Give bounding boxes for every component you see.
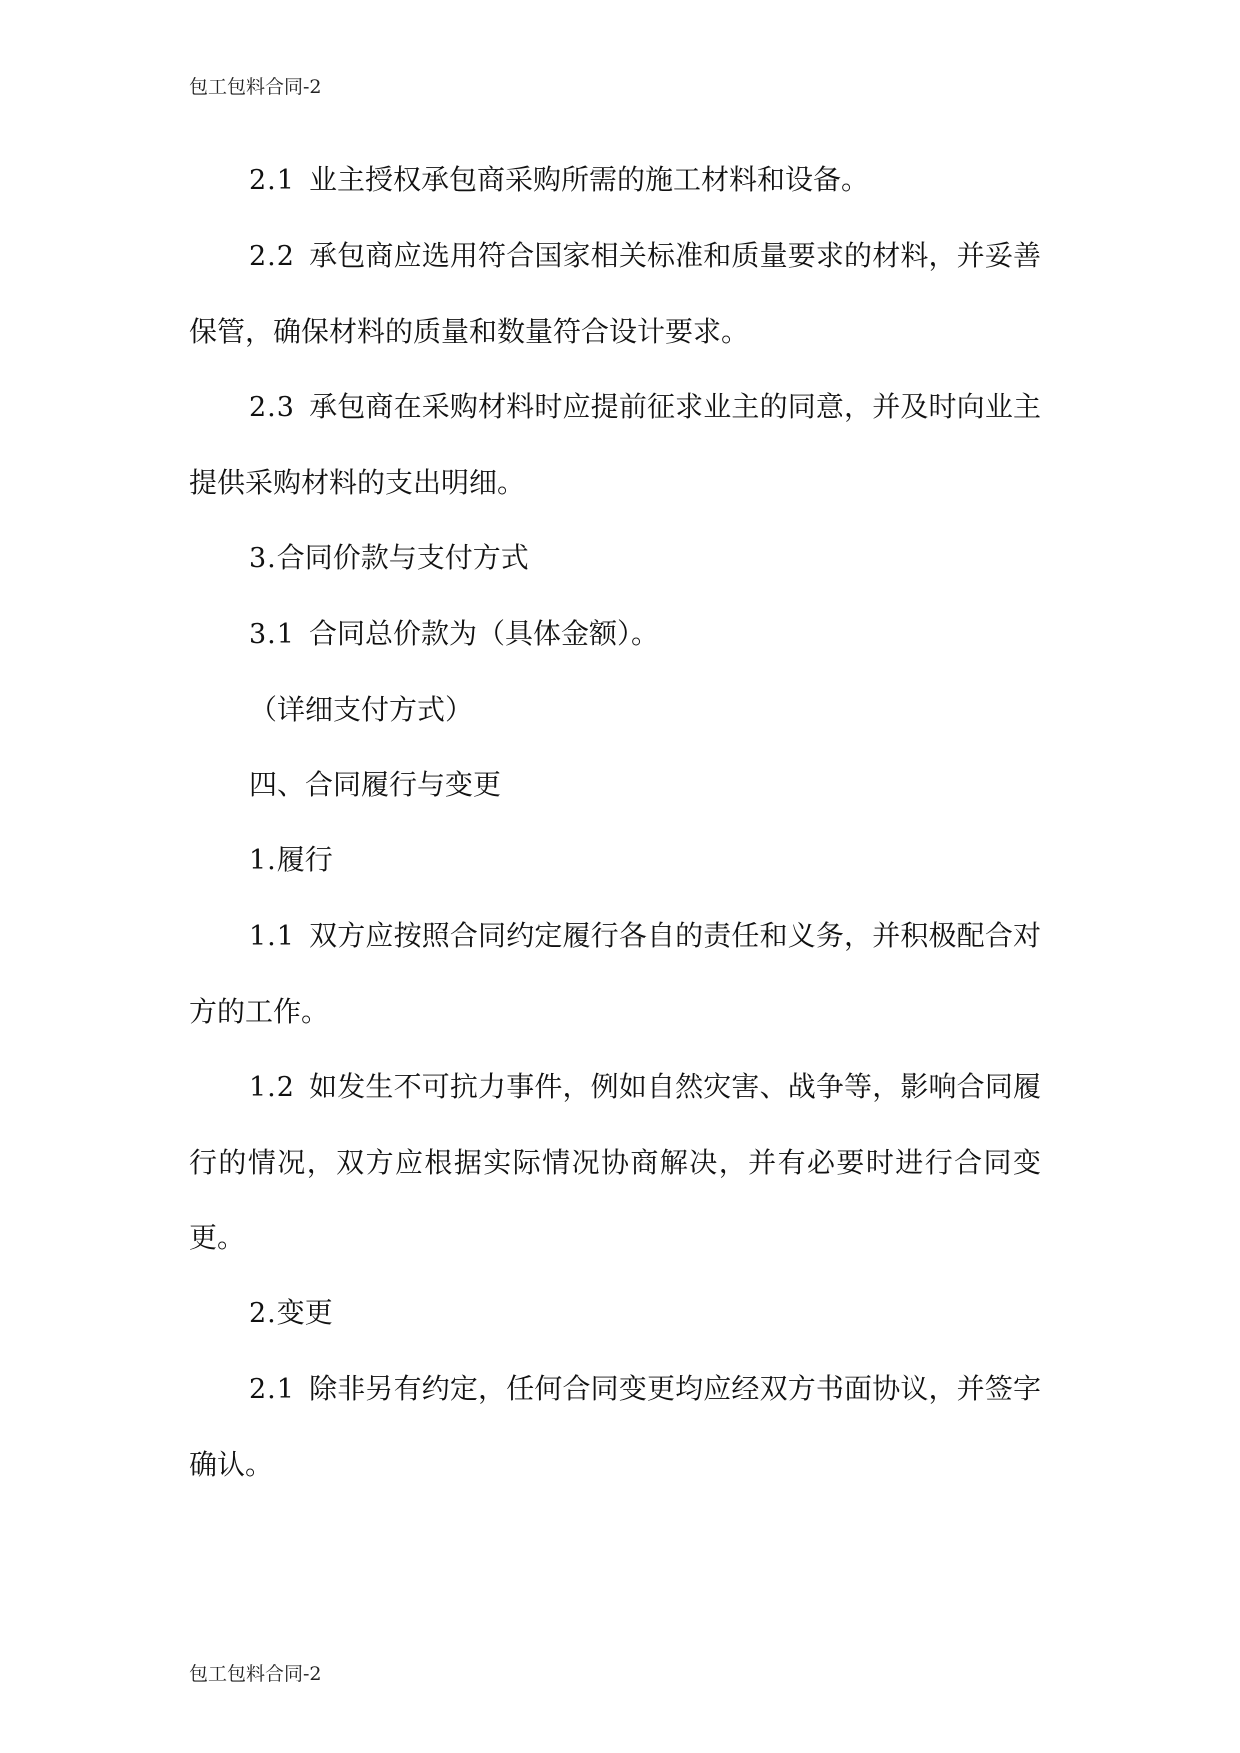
clause-text: （详细支付方式） bbox=[249, 693, 474, 726]
clause-1-2 bbox=[189, 1049, 1041, 1275]
clause-number: 1.1 bbox=[249, 921, 295, 952]
clause-text: 合同价款与支付方式 bbox=[276, 541, 529, 574]
clause-number: 1. bbox=[249, 845, 277, 876]
clause-2-2 bbox=[189, 218, 1041, 369]
section-1-heading bbox=[189, 822, 1041, 898]
clause-number: 2.3 bbox=[249, 392, 295, 423]
clause-1-1 bbox=[189, 898, 1041, 1049]
clause-text: 变更 bbox=[276, 1296, 333, 1329]
clause-text: 除非另有约定，任何合同变更均应经双方书面协议，并签字确认。 bbox=[189, 1372, 1041, 1481]
clause-2-3 bbox=[189, 369, 1041, 520]
clause-number: 3. bbox=[249, 543, 277, 574]
clause-text: 双方应按照合同约定履行各自的责任和义务，并积极配合对方的工作。 bbox=[189, 919, 1041, 1028]
clause-number: 2.1 bbox=[249, 1374, 295, 1405]
clause-text: 如发生不可抗力事件，例如自然灾害、战争等，影响合同履行的情况，双方应根据实际情况协商解决，并有必要时进行合同变更。 bbox=[189, 1070, 1041, 1254]
page-header: 包工包料合同-2 bbox=[189, 76, 322, 98]
chapter-4-heading bbox=[189, 747, 1041, 822]
clause-number: 2.1 bbox=[249, 165, 295, 196]
page-footer: 包工包料合同-2 bbox=[189, 1663, 322, 1685]
payment-method-placeholder bbox=[189, 672, 1041, 747]
clause-text: 合同总价款为（具体金额）。 bbox=[308, 617, 659, 650]
section-3-heading bbox=[189, 520, 1041, 596]
document-body bbox=[189, 142, 1041, 1502]
clause-text: 四、合同履行与变更 bbox=[249, 768, 502, 801]
clause-number: 2. bbox=[249, 1298, 277, 1329]
clause-number: 1.2 bbox=[249, 1072, 295, 1103]
clause-text: 承包商在采购材料时应提前征求业主的同意，并及时向业主提供采购材料的支出明细。 bbox=[189, 390, 1041, 499]
clause-text: 业主授权承包商采购所需的施工材料和设备。 bbox=[308, 163, 869, 196]
section-2-heading bbox=[189, 1275, 1041, 1351]
clause-3-1 bbox=[189, 596, 1041, 672]
clause-2-1-change bbox=[189, 1351, 1041, 1502]
clause-text: 履行 bbox=[276, 843, 333, 876]
clause-2-1 bbox=[189, 142, 1041, 218]
clause-number: 2.2 bbox=[249, 241, 295, 272]
clause-number: 3.1 bbox=[249, 619, 295, 650]
clause-text: 承包商应选用符合国家相关标准和质量要求的材料，并妥善保管，确保材料的质量和数量符合设计要求。 bbox=[189, 239, 1041, 348]
